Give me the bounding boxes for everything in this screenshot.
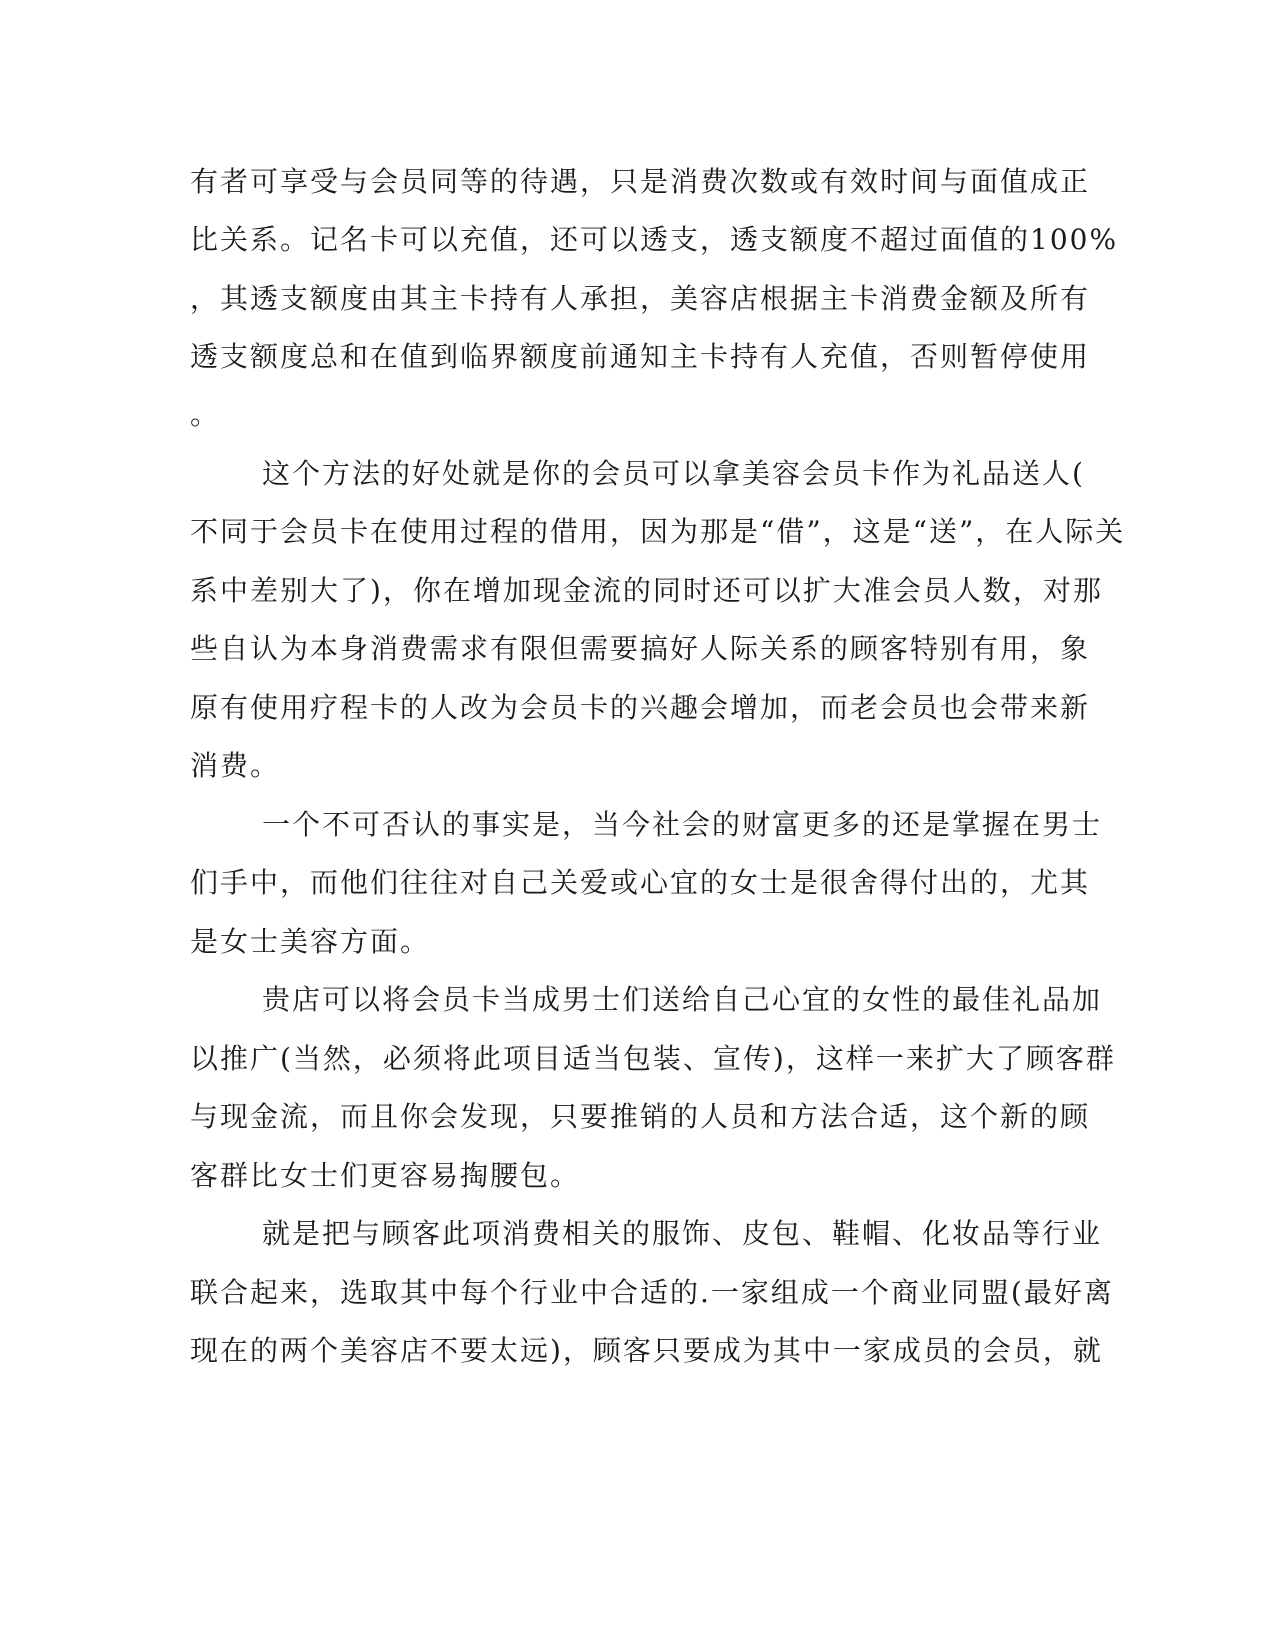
text-line: 现在的两个美容店不要太远)，顾客只要成为其中一家成员的会员，就 [190, 1334, 1103, 1367]
text-line: 系中差别大了)，你在增加现金流的同时还可以扩大准会员人数，对那 [190, 574, 1103, 607]
text-line: 消费。 [190, 749, 281, 782]
text-line: 客群比女士们更容易掏腰包。 [190, 1159, 581, 1192]
text-line: 透支额度总和在值到临界额度前通知主卡持有人充值，否则暂停使用 [190, 340, 1091, 373]
text-line: 比关系。记名卡可以充值，还可以透支，透支额度不超过面值的100% [190, 223, 1119, 256]
paragraph-start-line: 一个不可否认的事实是，当今社会的财富更多的还是掌握在男士 [262, 808, 1103, 841]
paragraph-start-line: 贵店可以将会员卡当成男士们送给自己心宜的女性的最佳礼品加 [262, 983, 1103, 1016]
text-line: 原有使用疗程卡的人改为会员卡的兴趣会增加，而老会员也会带来新 [190, 691, 1091, 724]
text-line: 们手中，而他们往往对自己关爱或心宜的女士是很舍得付出的，尤其 [190, 866, 1091, 899]
text-line: 以推广(当然，必须将此项目适当包装、宣传)，这样一来扩大了顾客群 [190, 1042, 1116, 1075]
paragraph-start-line: 这个方法的好处就是你的会员可以拿美容会员卡作为礼品送人( [262, 457, 1085, 490]
text-line: ，其透支额度由其主卡持有人承担，美容店根据主卡消费金额及所有 [190, 282, 1091, 315]
text-line: 些自认为本身消费需求有限但需要搞好人际关系的顾客特别有用，象 [190, 632, 1091, 665]
text-line: 是女士美容方面。 [190, 925, 431, 958]
paragraph-start-line: 就是把与顾客此项消费相关的服饰、皮包、鞋帽、化妆品等行业 [262, 1217, 1103, 1250]
text-line: 与现金流，而且你会发现，只要推销的人员和方法合适，这个新的顾 [190, 1100, 1091, 1133]
text-line: 有者可享受与会员同等的待遇，只是消费次数或有效时间与面值成正 [190, 165, 1091, 198]
text-line: 。 [190, 398, 221, 431]
text-line: 联合起来，选取其中每个行业中合适的.一家组成一个商业同盟(最好离 [190, 1276, 1114, 1309]
text-line: 不同于会员卡在使用过程的借用，因为那是“借”，这是“送”，在人际关 [190, 515, 1126, 548]
